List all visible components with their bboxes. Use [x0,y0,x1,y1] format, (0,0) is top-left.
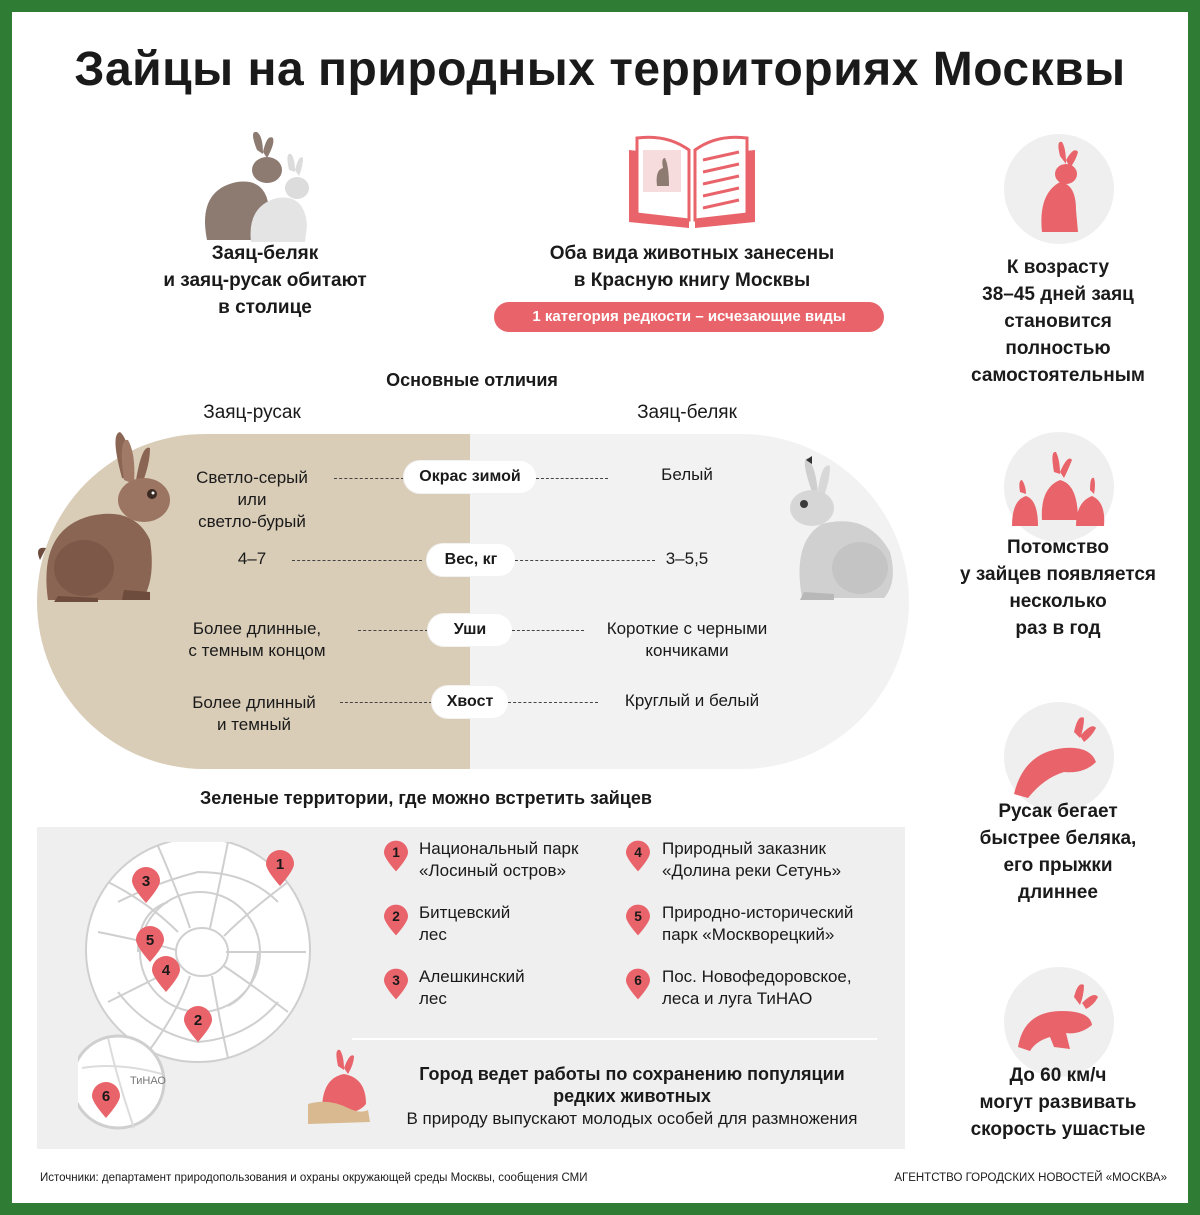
map-pin-1[interactable] [266,850,294,891]
page-title: Зайцы на природных территориях Москвы [74,43,1126,96]
row1-right-line [536,478,608,479]
row3-left [162,618,352,662]
svg-text:6: 6 [101,1088,111,1105]
fact1-circle [1004,134,1114,244]
legend-item-5: Природно-исторический парк «Москворецкий» [662,903,854,944]
brown-hare-icon [38,430,178,602]
row3-left-line: Более длинные, [192,619,322,638]
svg-text:6: 6 [634,972,642,988]
legend-pin-2 [384,904,408,941]
intro-center-text: Оба вида животных занесены в Красную книгу Москвы [549,243,835,291]
row3-left-line: с темным концом [188,641,326,660]
white-hare-icon [772,452,902,600]
fact3-text: Русак бегает быстрее беляка, его прыжки длиннее [979,801,1137,903]
territories-heading: Зеленые территории, где можно встретить зайцев [200,788,652,808]
legend-pin-5 [626,904,650,941]
row3-left-line [358,630,428,631]
map-pin-2[interactable] [184,1006,212,1047]
legend-item-6: Пос. Новофедоровское, леса и луга ТиНАО [662,967,852,1008]
svg-text:5: 5 [634,908,642,924]
legend-pin-4 [626,840,650,877]
row2-label: Вес, кг [427,544,515,576]
map-label-tinao: ТиНАО [130,1075,166,1087]
legend-item-4: Природный заказник «Долина реки Сетунь» [662,839,842,880]
rabbit-jumping-icon [1004,702,1114,812]
svg-text:3: 3 [392,972,400,988]
intro-left-text: Заяц-беляк и заяц-русак обитают в столице [163,243,367,318]
row1-label: Окрас зимой [404,461,536,493]
row1-left [172,467,332,533]
row1-left-line: или [237,490,267,509]
row1-left-line [334,478,404,479]
row3-right-line: кончиками [645,641,729,660]
row4-label: Хвост [432,686,508,718]
svg-text:1: 1 [392,844,400,860]
row1-left-line: Светло-серый [196,468,308,487]
row3-right-line: Короткие с черными [606,619,768,638]
row3-label: Уши [428,614,512,646]
fact4-text: До 60 км/ч могут развивать скорость ушастые [970,1065,1146,1140]
rabbit-family-icon [1004,432,1114,542]
svg-text:3: 3 [141,873,151,890]
legend-item-2: Битцевский лес [419,903,511,944]
fact2-circle [1004,432,1114,542]
legend-item-3: Алешкинский лес [419,967,525,1008]
row4-left-line: и темный [216,715,292,734]
row3-right-line [512,630,584,631]
svg-text:2: 2 [392,908,400,924]
comparison-heading: Основные отличия [386,370,558,390]
row2-left-line [292,560,422,561]
rarity-badge: 1 категория редкости – исчезающие виды [494,302,884,332]
footer-sources: Источники: департамент природопользования и охраны окружающей среды Москвы, сообщения СМИ [40,1172,588,1184]
row4-left [172,692,336,736]
row4-left-line: Более длинный [192,693,316,712]
row2-right-line [515,560,655,561]
conservation-text: В природу выпускают молодых особей для размножения [406,1109,858,1128]
row2-right: 3–5,5 [665,549,709,568]
map-pin-5[interactable] [136,926,164,967]
fact4-circle [1004,967,1114,1077]
map-pin-6[interactable] [92,1082,120,1123]
fact1-text: К возрасту 38–45 дней заяц становится полностью самостоятельным [971,257,1145,386]
conservation-title: Город ведет работы по сохранению популяции редких животных [419,1064,845,1106]
row4-right-line [508,702,598,703]
svg-text:2: 2 [193,1012,203,1029]
svg-text:4: 4 [634,844,642,860]
svg-text:1: 1 [275,856,285,873]
fact3-circle [1004,702,1114,812]
red-book-icon [627,130,757,230]
rabbit-sitting-icon [1004,134,1114,244]
hand-holding-rabbit-icon [308,1048,378,1124]
row4-left-line [340,702,432,703]
legend-pin-3 [384,968,408,1005]
row1-right: Белый [661,465,713,484]
footer-agency: АГЕНТСТВО ГОРОДСКИХ НОВОСТЕЙ «МОСКВА» [894,1172,1167,1184]
divider [352,1038,877,1040]
infographic-sheet [12,12,1188,1203]
row1-left-line: светло-бурый [198,512,306,531]
row3-right [587,618,787,662]
svg-text:4: 4 [161,962,171,979]
row2-left: 4–7 [237,549,267,568]
right-species-label: Заяц-беляк [637,402,737,423]
svg-text:5: 5 [145,932,155,949]
rabbit-running-icon [1004,967,1114,1077]
fact2-text: Потомство у зайцев появляется несколько раз в год [959,537,1157,639]
row4-right: Круглый и белый [624,691,760,710]
legend-pin-6 [626,968,650,1005]
map-pin-3[interactable] [132,867,160,908]
legend-item-1: Национальный парк «Лосиный остров» [419,839,579,880]
left-species-label: Заяц-русак [203,402,301,423]
two-hares-icon [197,130,317,245]
legend-pin-1 [384,840,408,877]
